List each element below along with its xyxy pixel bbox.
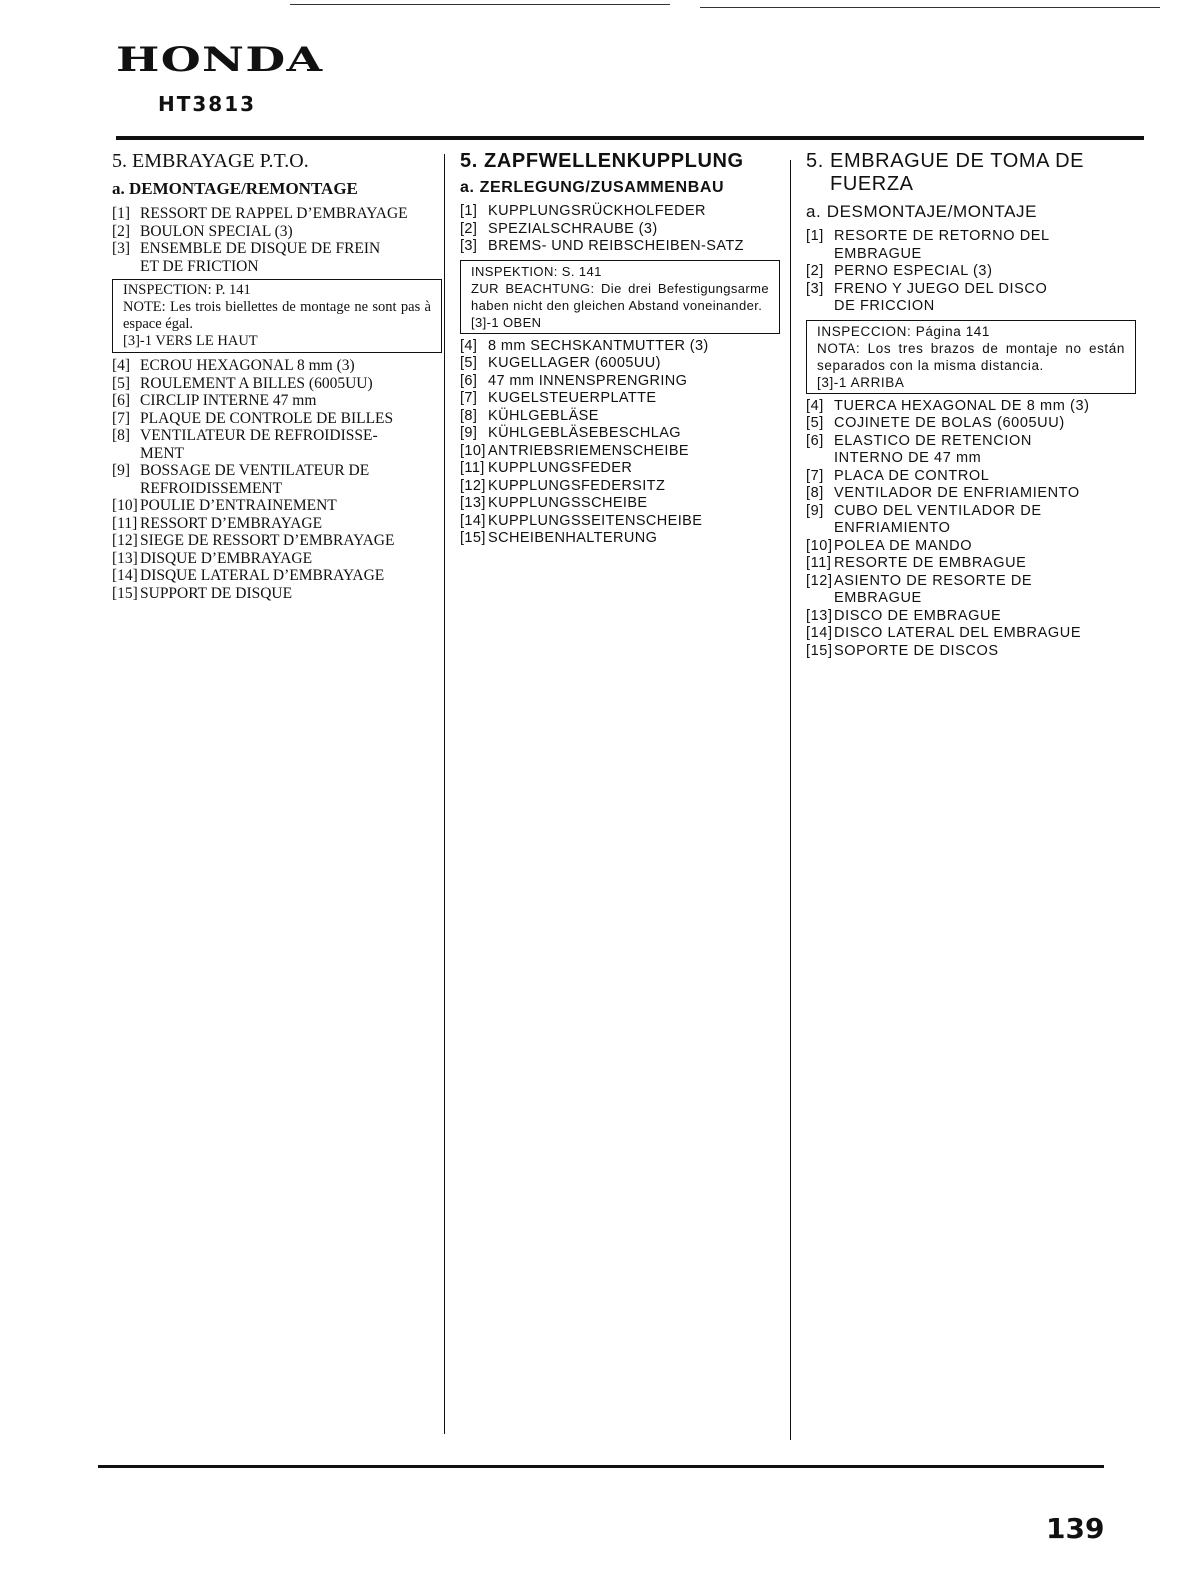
parts-list bbox=[806, 398, 1136, 661]
column-spanish bbox=[806, 150, 1136, 660]
item-label: KÜHLGEBLÄSEBESCHLAG bbox=[488, 425, 681, 441]
item-text bbox=[834, 625, 1136, 643]
item-text bbox=[488, 513, 780, 531]
item-text bbox=[140, 585, 442, 603]
list-item bbox=[112, 462, 442, 497]
item-number: [7] bbox=[460, 390, 478, 406]
list-item bbox=[806, 433, 1136, 468]
list-item bbox=[806, 503, 1136, 538]
item-text bbox=[140, 515, 442, 533]
list-item bbox=[460, 203, 780, 221]
item-number: [2] bbox=[112, 222, 131, 240]
item-number: [6] bbox=[460, 372, 478, 389]
item-number: [4] bbox=[112, 357, 131, 374]
item-number: [12] bbox=[112, 532, 138, 549]
list-item bbox=[112, 375, 442, 393]
item-number: [4] bbox=[460, 337, 478, 354]
item-label: VENTILATEUR DE REFROIDISSE- bbox=[140, 427, 378, 444]
parts-list bbox=[112, 357, 442, 602]
item-number: [13] bbox=[112, 549, 138, 567]
item-label: SOPORTE DE DISCOS bbox=[834, 642, 999, 659]
item-number: [7] bbox=[806, 467, 824, 484]
item-label: KUPPLUNGSFEDER bbox=[488, 460, 633, 476]
list-item bbox=[460, 460, 780, 478]
item-number: [11] bbox=[806, 555, 832, 571]
inspection-ref: INSPECCION: Página 141 bbox=[817, 323, 991, 339]
section-title-continuation: FUERZA bbox=[830, 173, 914, 195]
item-label: BOULON SPECIAL (3) bbox=[140, 222, 293, 240]
item-text bbox=[488, 390, 780, 408]
item-text bbox=[488, 530, 780, 548]
item-text bbox=[834, 263, 1136, 281]
page-number: 139 bbox=[1046, 1512, 1105, 1545]
item-number: [15] bbox=[806, 642, 833, 659]
item-text bbox=[140, 375, 442, 393]
list-item bbox=[112, 240, 442, 275]
item-label: RESSORT DE RAPPEL D’EMBRAYAGE bbox=[140, 205, 408, 222]
inspection-note-box bbox=[112, 279, 442, 353]
item-label: ROULEMENT A BILLES (6005UU) bbox=[140, 374, 373, 392]
item-label: TUERCA HEXAGONAL DE 8 mm (3) bbox=[834, 397, 1090, 414]
list-item bbox=[806, 555, 1136, 573]
item-text bbox=[140, 427, 442, 462]
item-label-continuation: DE FRICCION bbox=[834, 298, 935, 314]
item-label: SIEGE DE RESSORT D’EMBRAYAGE bbox=[140, 532, 395, 549]
list-item bbox=[806, 468, 1136, 486]
list-item bbox=[806, 228, 1136, 263]
list-item bbox=[806, 281, 1136, 316]
parts-list bbox=[460, 338, 780, 548]
item-label: PERNO ESPECIAL (3) bbox=[834, 263, 993, 279]
item-number: [11] bbox=[112, 514, 138, 532]
item-text bbox=[140, 240, 442, 275]
item-label: BOSSAGE DE VENTILATEUR DE bbox=[140, 462, 370, 479]
item-text bbox=[834, 643, 1136, 661]
section-subtitle: a. DEMONTAGE/REMONTAGE bbox=[112, 179, 358, 198]
parts-list bbox=[112, 205, 442, 275]
item-text bbox=[140, 462, 442, 497]
item-number: [15] bbox=[112, 584, 138, 602]
item-text bbox=[834, 503, 1136, 538]
list-item bbox=[460, 530, 780, 548]
item-text bbox=[834, 398, 1136, 416]
item-number: [3] bbox=[806, 280, 824, 297]
item-number: [5] bbox=[460, 355, 478, 371]
item-label: BREMS- UND REIBSCHEIBEN-SATZ bbox=[488, 238, 744, 254]
model-number: HT3813 bbox=[158, 92, 257, 116]
list-item bbox=[460, 495, 780, 513]
item-text bbox=[834, 608, 1136, 626]
item-label: DISQUE D’EMBRAYAGE bbox=[140, 549, 313, 567]
item-number: [13] bbox=[460, 495, 486, 511]
item-text bbox=[488, 238, 780, 256]
inspection-note-box bbox=[806, 320, 1136, 394]
item-text bbox=[834, 468, 1136, 486]
item-label: 8 mm SECHSKANTMUTTER (3) bbox=[488, 337, 709, 354]
item-label: ENSEMBLE DE DISQUE DE FREIN bbox=[140, 240, 381, 257]
list-item bbox=[806, 608, 1136, 626]
item-text bbox=[140, 497, 442, 515]
item-label: DISCO LATERAL DEL EMBRAGUE bbox=[834, 625, 1082, 641]
item-number: [11] bbox=[460, 460, 485, 476]
item-text bbox=[140, 410, 442, 428]
item-text bbox=[140, 532, 442, 550]
column-divider bbox=[444, 154, 445, 1434]
item-number: [8] bbox=[112, 427, 131, 444]
item-label: SCHEIBENHALTERUNG bbox=[488, 530, 658, 546]
list-item bbox=[460, 443, 780, 461]
item-label: 47 mm INNENSPRENGRING bbox=[488, 372, 688, 389]
item-label: VENTILADOR DE ENFRIAMIENTO bbox=[834, 485, 1080, 501]
item-text bbox=[834, 433, 1136, 468]
item-label: DISCO DE EMBRAGUE bbox=[834, 607, 1002, 624]
section-subtitle: a. ZERLEGUNG/ZUSAMMENBAU bbox=[460, 179, 725, 196]
item-number: [14] bbox=[460, 512, 486, 529]
item-label: KUPPLUNGSSCHEIBE bbox=[488, 495, 648, 511]
item-number: [15] bbox=[460, 530, 486, 546]
list-item bbox=[806, 538, 1136, 556]
list-item bbox=[112, 410, 442, 428]
list-item bbox=[460, 408, 780, 426]
item-label-continuation: REFROIDISSEMENT bbox=[140, 479, 283, 497]
item-text bbox=[834, 281, 1136, 316]
list-item bbox=[460, 338, 780, 356]
list-item bbox=[460, 238, 780, 256]
item-text bbox=[140, 223, 442, 241]
column-german bbox=[460, 150, 780, 548]
item-text bbox=[488, 408, 780, 426]
item-label: CUBO DEL VENTILADOR DE bbox=[834, 502, 1042, 519]
top-scan-line bbox=[290, 4, 670, 5]
item-text bbox=[140, 357, 442, 375]
item-text bbox=[488, 221, 780, 239]
item-label: ANTRIEBSRIEMENSCHEIBE bbox=[488, 442, 689, 459]
column-divider bbox=[790, 160, 791, 1440]
item-label: PLAQUE DE CONTROLE DE BILLES bbox=[140, 409, 394, 427]
item-label: KUPPLUNGSRÜCKHOLFEDER bbox=[488, 203, 706, 219]
list-item bbox=[112, 532, 442, 550]
list-item bbox=[112, 427, 442, 462]
item-label: KUGELLAGER (6005UU) bbox=[488, 355, 661, 371]
item-number: [1] bbox=[460, 203, 478, 219]
item-number: [1] bbox=[806, 228, 824, 244]
item-number: [14] bbox=[806, 625, 833, 641]
item-text bbox=[834, 538, 1136, 556]
list-item bbox=[112, 567, 442, 585]
item-number: [8] bbox=[460, 407, 478, 424]
list-item bbox=[806, 573, 1136, 608]
section-title: 5. ZAPFWELLENKUPPLUNG bbox=[460, 150, 744, 172]
list-item bbox=[112, 585, 442, 603]
section-title: 5. EMBRAYAGE P.T.O. bbox=[112, 150, 309, 172]
list-item bbox=[112, 497, 442, 515]
section-title bbox=[806, 150, 1136, 196]
list-item bbox=[112, 392, 442, 410]
item-text bbox=[488, 355, 780, 373]
item-number: [14] bbox=[112, 567, 138, 584]
item-label: CIRCLIP INTERNE 47 mm bbox=[140, 392, 317, 409]
item-label-continuation: INTERNO DE 47 mm bbox=[834, 450, 982, 466]
item-text bbox=[488, 443, 780, 461]
item-label: SPEZIALSCHRAUBE (3) bbox=[488, 220, 658, 237]
item-number: [9] bbox=[806, 502, 824, 519]
item-label: DISQUE LATERAL D’EMBRAYAGE bbox=[140, 567, 385, 584]
item-text bbox=[834, 415, 1136, 433]
list-item bbox=[460, 373, 780, 391]
header-rule bbox=[116, 136, 1144, 140]
item-number: [6] bbox=[112, 392, 131, 409]
item-label-continuation: EMBRAGUE bbox=[834, 590, 922, 606]
inspection-note-box bbox=[460, 260, 780, 334]
list-item bbox=[806, 625, 1136, 643]
item-label: KUGELSTEUERPLATTE bbox=[488, 390, 657, 406]
list-item bbox=[460, 390, 780, 408]
item-number: [7] bbox=[112, 409, 131, 427]
orientation-ref: [3]-1 VERS LE HAUT bbox=[123, 333, 258, 349]
item-text bbox=[834, 228, 1136, 263]
item-label: KUPPLUNGSFEDERSITZ bbox=[488, 477, 666, 494]
section-subtitle: a. DESMONTAJE/MONTAJE bbox=[806, 202, 1038, 221]
item-number: [9] bbox=[112, 462, 131, 479]
item-number: [1] bbox=[112, 205, 131, 222]
list-item bbox=[112, 515, 442, 533]
item-label: COJINETE DE BOLAS (6005UU) bbox=[834, 415, 1065, 431]
item-text bbox=[488, 495, 780, 513]
item-label-continuation: ENFRIAMIENTO bbox=[834, 520, 951, 536]
item-number: [10] bbox=[806, 537, 833, 554]
list-item bbox=[112, 223, 442, 241]
item-text bbox=[140, 392, 442, 410]
item-label: POULIE D’ENTRAINEMENT bbox=[140, 497, 337, 514]
inspection-ref: INSPECTION: P. 141 bbox=[123, 282, 251, 298]
item-text bbox=[140, 205, 442, 223]
item-number: [13] bbox=[806, 607, 833, 624]
list-item bbox=[460, 355, 780, 373]
list-item bbox=[112, 205, 442, 223]
item-number: [6] bbox=[806, 432, 824, 449]
item-label: KUPPLUNGSSEITENSCHEIBE bbox=[488, 512, 703, 529]
note-text: NOTE: Les trois biellettes de montage ne sont pas à espace égal. bbox=[123, 299, 431, 332]
parts-list bbox=[460, 203, 780, 256]
item-number: [2] bbox=[460, 220, 478, 237]
footer-rule bbox=[98, 1465, 1104, 1468]
item-text bbox=[488, 203, 780, 221]
note-text: ZUR BEACHTUNG: Die drei Befestigungsarme haben nicht den gleichen Abstand voneinander. bbox=[471, 280, 769, 313]
item-label: ASIENTO DE RESORTE DE bbox=[834, 572, 1033, 589]
item-number: [3] bbox=[112, 240, 131, 257]
item-text bbox=[140, 550, 442, 568]
item-label-continuation: EMBRAGUE bbox=[834, 245, 922, 262]
item-label: SUPPORT DE DISQUE bbox=[140, 584, 293, 602]
item-label: RESORTE DE RETORNO DEL bbox=[834, 228, 1050, 244]
item-number: [12] bbox=[806, 572, 833, 589]
list-item bbox=[460, 425, 780, 443]
item-number: [5] bbox=[806, 415, 824, 431]
list-item bbox=[112, 550, 442, 568]
orientation-ref: [3]-1 OBEN bbox=[471, 314, 542, 330]
item-number: [9] bbox=[460, 425, 478, 441]
list-item bbox=[806, 415, 1136, 433]
note-text: NOTA: Los tres brazos de montaje no están separados con la misma distancia. bbox=[817, 340, 1125, 373]
item-text bbox=[488, 460, 780, 478]
brand-logo: HONDA bbox=[116, 40, 324, 80]
item-number: [3] bbox=[460, 238, 478, 254]
inspection-ref: INSPEKTION: S. 141 bbox=[471, 263, 602, 279]
item-label-continuation: ET DE FRICTION bbox=[140, 257, 259, 275]
item-text bbox=[488, 338, 780, 356]
section-title-line: 5. EMBRAGUE DE TOMA DE bbox=[806, 150, 1085, 172]
item-label: RESORTE DE EMBRAGUE bbox=[834, 555, 1027, 571]
item-label: ECROU HEXAGONAL 8 mm (3) bbox=[140, 357, 355, 374]
top-scan-line bbox=[700, 7, 1160, 8]
item-number: [4] bbox=[806, 397, 824, 414]
item-label: FRENO Y JUEGO DEL DISCO bbox=[834, 280, 1048, 297]
item-text bbox=[488, 478, 780, 496]
item-text bbox=[488, 373, 780, 391]
item-label: POLEA DE MANDO bbox=[834, 537, 973, 554]
item-text bbox=[834, 485, 1136, 503]
item-number: [12] bbox=[460, 477, 486, 494]
item-text bbox=[834, 555, 1136, 573]
item-text bbox=[488, 425, 780, 443]
item-label-continuation: MENT bbox=[140, 444, 184, 462]
column-french bbox=[112, 150, 442, 602]
item-number: [5] bbox=[112, 374, 131, 392]
list-item bbox=[806, 398, 1136, 416]
item-label: PLACA DE CONTROL bbox=[834, 467, 990, 484]
list-item bbox=[806, 263, 1136, 281]
list-item bbox=[460, 221, 780, 239]
item-number: [8] bbox=[806, 485, 824, 501]
list-item bbox=[460, 478, 780, 496]
item-number: [10] bbox=[112, 497, 138, 514]
item-label: KÜHLGEBLÄSE bbox=[488, 407, 599, 424]
parts-list bbox=[806, 228, 1136, 316]
item-text bbox=[140, 567, 442, 585]
item-label: RESSORT D’EMBRAYAGE bbox=[140, 514, 323, 532]
list-item bbox=[806, 643, 1136, 661]
item-number: [2] bbox=[806, 263, 824, 279]
orientation-ref: [3]-1 ARRIBA bbox=[817, 374, 905, 390]
item-number: [10] bbox=[460, 442, 486, 459]
item-label: ELASTICO DE RETENCION bbox=[834, 432, 1032, 449]
list-item bbox=[460, 513, 780, 531]
item-text bbox=[834, 573, 1136, 608]
list-item bbox=[112, 357, 442, 375]
list-item bbox=[806, 485, 1136, 503]
